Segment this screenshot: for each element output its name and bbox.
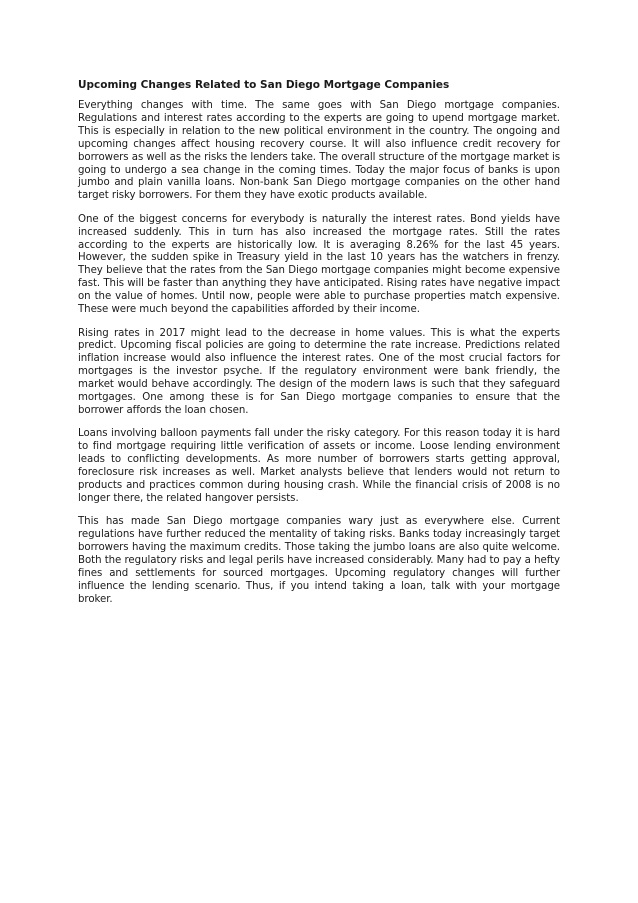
paragraph: Loans involving balloon payments fall under the risky category. For this reason today it is hard to find mortgage requiring little verification of assets or income. Loose lending environment leads to conflicting developments. As more number of borrowers starts getting approval, foreclosure risk increases as well. Market analysts believe that lenders would not return to products and practices common during housing crash. While the financial crisis of 2008 is no longer there, the related hangover persists.: [78, 428, 560, 504]
paragraph: Everything changes with time. The same goes with San Diego mortgage companies. Regulations and interest rates according to the experts are going to upend mortgage market. This is especially in relation to the new political environment in the country. The ongoing and upcoming changes affect housing recovery course. It will also influence credit recovery for borrowers as well as the risks the lenders take. The overall structure of the mortgage market is going to undergo a sea change in the coming times. Today the major focus of banks is upon jumbo and plain vanilla loans. Non-bank San Diego mortgage companies on the other hand target risky borrowers. For them they have exotic products available.: [78, 100, 560, 202]
paragraph: This has made San Diego mortgage companies wary just as everywhere else. Current regulations have further reduced the mentality of taking risks. Banks today increasingly target borrowers having the maximum credits. Those taking the jumbo loans are also quite welcome. Both the regulatory risks and legal perils have increased considerably. Many had to pay a hefty fines and settlements for sourced mortgages. Upcoming regulatory changes will further influence the lending scenario. Thus, if you intend taking a loan, talk with your mortgage broker.: [78, 516, 560, 605]
document-title: Upcoming Changes Related to San Diego Mortgage Companies: [78, 79, 450, 91]
document-body: [78, 78, 560, 617]
paragraph: One of the biggest concerns for everybody is naturally the interest rates. Bond yields have increased suddenly. This in turn has also increased the mortgage rates. Still the rates according to the experts are historically low. It is averaging 8.26% for the last 45 years. However, the sudden spike in Treasury yield in the last 10 years has the watchers in frenzy. They believe that the rates from the San Diego mortgage companies might become expensive fast. This will be faster than anything they have anticipated. Rising rates have negative impact on the value of homes. Until now, people were able to purchase properties match expensive. These were much beyond the capabilities afforded by their income.: [78, 213, 560, 316]
paragraph: Rising rates in 2017 might lead to the decrease in home values. This is what the experts predict. Upcoming fiscal policies are going to determine the rate increase. Predictions related inflation increase would also influence the interest rates. One of the most crucial factors for mortgages is the investor psyche. If the regulatory environment were bank friendly, the market would behave accordingly. The design of the modern laws is such that they safeguard mortgages. One among these is for San Diego mortgage companies to ensure that the borrower affords the loan chosen.: [78, 327, 560, 416]
